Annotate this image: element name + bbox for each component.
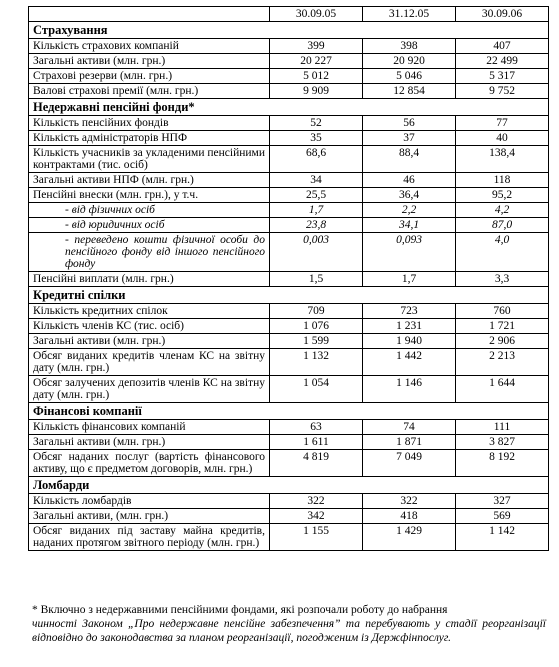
row-value: 3,3 — [456, 272, 549, 287]
row-label: Пенсійні внески (млн. грн.), у т.ч. — [29, 188, 270, 203]
header-row — [29, 7, 549, 22]
row-value: 56 — [363, 116, 456, 131]
row-value: 5 046 — [363, 69, 456, 84]
row-value: 322 — [270, 494, 363, 509]
table-row — [29, 509, 549, 524]
row-value: 1 146 — [363, 376, 456, 403]
table-row — [29, 494, 549, 509]
row-value: 1,5 — [270, 272, 363, 287]
row-value: 760 — [456, 304, 549, 319]
row-label: Кількість учасників за укладеними пенсійними контрактами (тис. осіб) — [29, 146, 270, 173]
row-value: 138,4 — [456, 146, 549, 173]
row-value: 1 721 — [456, 319, 549, 334]
row-value: 418 — [363, 509, 456, 524]
row-value: 723 — [363, 304, 456, 319]
row-value: 1,7 — [270, 203, 363, 218]
row-value: 8 192 — [456, 450, 549, 477]
row-value: 74 — [363, 420, 456, 435]
row-value: 68,6 — [270, 146, 363, 173]
row-value: 322 — [363, 494, 456, 509]
row-label: Кількість пенсійних фондів — [29, 116, 270, 131]
row-value: 5 317 — [456, 69, 549, 84]
footnote-text: чинності Законом „Про недержавне пенсійне забезпечення” та перебувають у стадії реорганізації відповідно до законодавства за планом реорганізації, погодженим із Держфінпослуг. — [32, 618, 546, 644]
section-title: Страхування — [29, 22, 549, 39]
table-row — [29, 146, 549, 173]
table-row — [29, 39, 549, 54]
table-row — [29, 272, 549, 287]
table-row — [29, 203, 549, 218]
row-value: 398 — [363, 39, 456, 54]
row-value: 34,1 — [363, 218, 456, 233]
table-row — [29, 54, 549, 69]
table-row — [29, 435, 549, 450]
section-title: Ломбарди — [29, 477, 549, 494]
table-row — [29, 173, 549, 188]
row-value: 1 076 — [270, 319, 363, 334]
section-header-row — [29, 22, 549, 39]
row-value: 1 155 — [270, 524, 363, 551]
row-value: 37 — [363, 131, 456, 146]
row-value: 327 — [456, 494, 549, 509]
row-value: 77 — [456, 116, 549, 131]
section-header-row — [29, 287, 549, 304]
row-value: 36,4 — [363, 188, 456, 203]
table-row — [29, 349, 549, 376]
row-label: - переведено кошти фізичної особи до пенсійного фонду від іншого пенсійного фонду — [29, 233, 270, 272]
row-value: 88,4 — [363, 146, 456, 173]
table-row — [29, 304, 549, 319]
table-row — [29, 319, 549, 334]
section-header-row — [29, 99, 549, 116]
row-value: 25,5 — [270, 188, 363, 203]
row-value: 9 909 — [270, 84, 363, 99]
row-label: Обсяг наданих послуг (вартість фінансового активу, що є предметом договорів, млн. грн.) — [29, 450, 270, 477]
table-row — [29, 218, 549, 233]
row-value: 52 — [270, 116, 363, 131]
row-value: 1 599 — [270, 334, 363, 349]
section-title: Кредитні спілки — [29, 287, 549, 304]
row-value: 9 752 — [456, 84, 549, 99]
row-label: Валові страхові премії (млн. грн.) — [29, 84, 270, 99]
header-date: 30.09.06 — [456, 7, 549, 22]
header-date: 30.09.05 — [270, 7, 363, 22]
table-body — [29, 7, 549, 551]
footnote-lead: * Включно з недержавними пенсійними фондами, які розпочали роботу до набрання — [32, 604, 448, 616]
row-value: 1 940 — [363, 334, 456, 349]
row-value: 0,093 — [363, 233, 456, 272]
row-label: Кількість ломбардів — [29, 494, 270, 509]
row-label: Обсяг залучених депозитів членів КС на звітну дату (млн. грн.) — [29, 376, 270, 403]
section-header-row — [29, 403, 549, 420]
section-header-row — [29, 477, 549, 494]
row-value: 5 012 — [270, 69, 363, 84]
row-label: Пенсійні виплати (млн. грн.) — [29, 272, 270, 287]
row-value: 4,0 — [456, 233, 549, 272]
row-value: 95,2 — [456, 188, 549, 203]
row-label: Кількість фінансових компаній — [29, 420, 270, 435]
row-label: - від фізичних осіб — [29, 203, 270, 218]
row-value: 46 — [363, 173, 456, 188]
header-blank-cell — [29, 7, 270, 22]
table-row — [29, 376, 549, 403]
row-value: 23,8 — [270, 218, 363, 233]
table-row — [29, 420, 549, 435]
row-value: 34 — [270, 173, 363, 188]
row-label: Загальні активи НПФ (млн. грн.) — [29, 173, 270, 188]
row-value: 3 827 — [456, 435, 549, 450]
row-value: 1 142 — [456, 524, 549, 551]
row-label: Обсяг виданих під заставу майна кредитів, наданих протягом звітного періоду (млн. грн.) — [29, 524, 270, 551]
row-label: Загальні активи (млн. грн.) — [29, 334, 270, 349]
table-row — [29, 188, 549, 203]
row-value: 709 — [270, 304, 363, 319]
row-value: 1 429 — [363, 524, 456, 551]
row-value: 1 231 — [363, 319, 456, 334]
table-row — [29, 450, 549, 477]
row-value: 40 — [456, 131, 549, 146]
row-value: 87,0 — [456, 218, 549, 233]
row-label: Страхові резерви (млн. грн.) — [29, 69, 270, 84]
row-value: 4 819 — [270, 450, 363, 477]
table-row — [29, 116, 549, 131]
row-value: 1 644 — [456, 376, 549, 403]
row-value: 342 — [270, 509, 363, 524]
row-value: 1 442 — [363, 349, 456, 376]
row-value: 111 — [456, 420, 549, 435]
row-label: Загальні активи (млн. грн.) — [29, 435, 270, 450]
row-value: 20 920 — [363, 54, 456, 69]
section-title: Фінансові компанії — [29, 403, 549, 420]
row-value: 569 — [456, 509, 549, 524]
row-label: Кількість членів КС (тис. осіб) — [29, 319, 270, 334]
row-value: 7 049 — [363, 450, 456, 477]
header-date: 31.12.05 — [363, 7, 456, 22]
row-value: 2 906 — [456, 334, 549, 349]
row-value: 0,003 — [270, 233, 363, 272]
row-label: Загальні активи (млн. грн.) — [29, 54, 270, 69]
row-value: 12 854 — [363, 84, 456, 99]
row-label: Загальні активи, (млн. грн.) — [29, 509, 270, 524]
row-value: 407 — [456, 39, 549, 54]
row-label: Кількість страхових компаній — [29, 39, 270, 54]
statistics-table — [28, 6, 549, 551]
section-title: Недержавні пенсійні фонди* — [29, 99, 549, 116]
table-row — [29, 131, 549, 146]
row-value: 2,2 — [363, 203, 456, 218]
row-value: 4,2 — [456, 203, 549, 218]
table-row — [29, 524, 549, 551]
row-value: 1 611 — [270, 435, 363, 450]
row-value: 118 — [456, 173, 549, 188]
row-label: Обсяг виданих кредитів членам КС на звітну дату (млн. грн.) — [29, 349, 270, 376]
row-value: 63 — [270, 420, 363, 435]
row-value: 399 — [270, 39, 363, 54]
row-label: Кількість кредитних спілок — [29, 304, 270, 319]
table-row — [29, 334, 549, 349]
table-row — [29, 69, 549, 84]
row-label: - від юридичних осіб — [29, 218, 270, 233]
footnote — [32, 603, 546, 645]
row-value: 35 — [270, 131, 363, 146]
row-value: 1,7 — [363, 272, 456, 287]
row-value: 1 054 — [270, 376, 363, 403]
row-label: Кількість адміністраторів НПФ — [29, 131, 270, 146]
row-value: 2 213 — [456, 349, 549, 376]
table-row — [29, 233, 549, 272]
row-value: 22 499 — [456, 54, 549, 69]
row-value: 1 871 — [363, 435, 456, 450]
row-value: 20 227 — [270, 54, 363, 69]
table-row — [29, 84, 549, 99]
row-value: 1 132 — [270, 349, 363, 376]
